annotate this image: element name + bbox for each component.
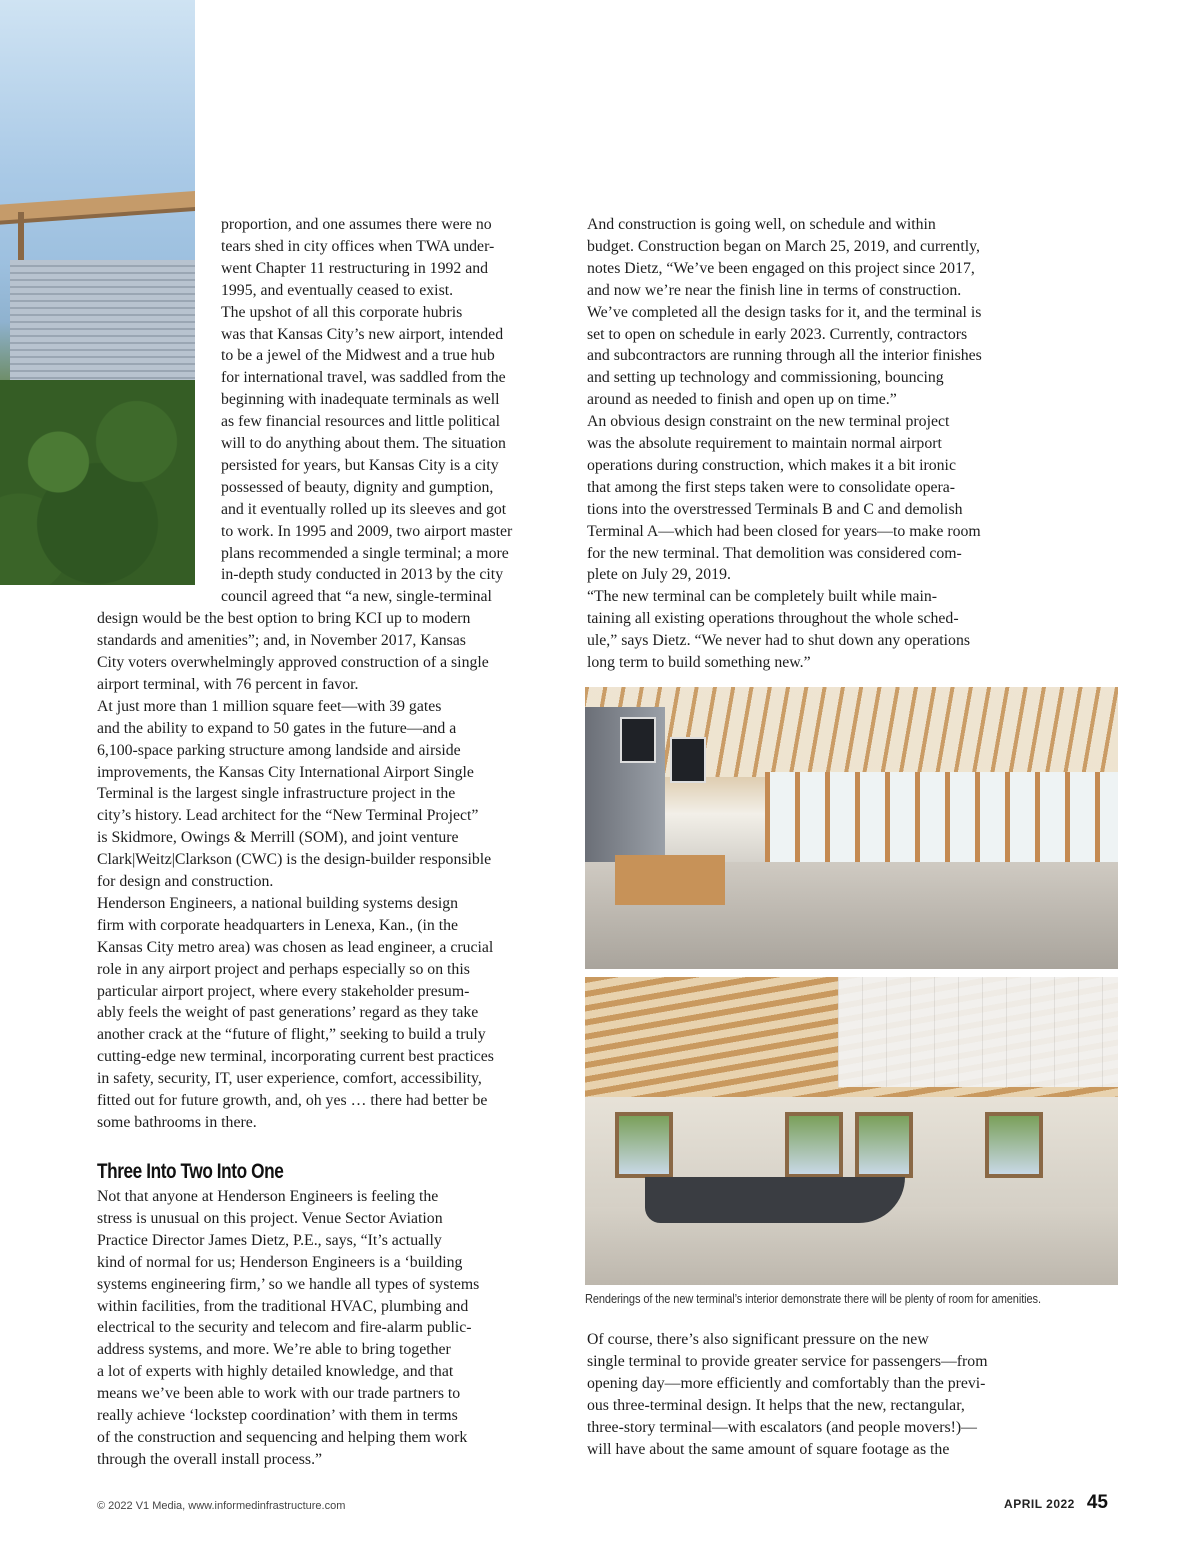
- page-number: 45: [1086, 1492, 1108, 1513]
- right-paragraph-2: An obvious design constraint on the new terminal project was the absolute requirement to maintain normal airport operations during construction, which makes it a bit ironic that among the first steps taken were to consolidate opera- tions into the overstressed Terminals B and C and demolish Terminal A—which had been closed for years—to make room for the new terminal. That demolition was considered com- plete on July 29, 2019.: [587, 413, 981, 584]
- right-paragraph-4: Of course, there’s also significant pressure on the new single terminal to provide greater service for passengers—from opening day—more efficiently and comfortably than the previ- ous three-terminal design. It helps that the new, rectangular, three-story terminal—with escalators (and people movers!)— will have about the same amount of square footage as the: [587, 1331, 988, 1458]
- issue-date: APRIL 2022: [1004, 1497, 1075, 1511]
- copyright-footer: © 2022 V1 Media, www.informedinfrastructure.com: [97, 1500, 346, 1512]
- left-paragraph-2-continued: design would be the best option to bring KCI up to modern standards and amenities”; and, in November 2017, Kansas City voters overwhelmingly approved construction of a single airport terminal, with 76 percent in favor.: [97, 610, 489, 693]
- page-footer: [1004, 1492, 1108, 1514]
- glass-curtain-wall: [765, 772, 1118, 862]
- left-paragraph-2: The upshot of all this corporate hubris was that Kansas City’s new airport, intended to be a jewel of the Midwest and a true hub for international travel, was saddled from the beginning with inadequate terminals as well as few financial resources and little political will to do anything about them. The situation persisted for years, but Kansas City is a city possessed of beauty, dignity and gumption, and it eventually rolled up its sleeves and got to work. In 1995 and 2009, two airport master plans recommended a single terminal; a more in-depth study conducted in 2013 by the city council agreed that “a new, single-terminal: [221, 303, 513, 606]
- airline-sign: [620, 717, 656, 763]
- ceiling-grid: [838, 977, 1118, 1087]
- check-in-desk: [615, 855, 725, 905]
- section-subhead: Three Into Two Into One: [97, 1160, 284, 1183]
- left-paragraph-5: Not that anyone at Henderson Engineers is feeling the stress is unusual on this project. Venue Sector Aviation Practice Director James Dietz, P.E., says, “It’s actually kind of normal for us; Henderson Engineers is a ‘building systems engineering firm,’ so we handle all types of systems within facilities, from the traditional HVAC, plumbing and electrical to the security and telecom and fire-alarm public- address systems, and more. We’re able to bring together a lot of experts with highly detailed knowledge, and that means we’ve been able to work with our trade partners to really achieve ‘lockstep coordination’ with them in terms of the construction and sequencing and helping them work through the overall install process.”: [97, 1188, 480, 1468]
- baggage-claim-rendering: [585, 977, 1118, 1285]
- right-paragraph-1: And construction is going well, on schedule and within budget. Construction began on March 25, 2019, and currently, notes Dietz, “We’ve been engaged on this project since 2017, and now we’re near the finish line in terms of construction. We’ve completed all the design tasks for it, and the terminal is set to open on schedule in early 2023. Currently, contractors and subcontractors are running through all the interior finishes and setting up technology and commissioning, bouncing around as needed to finish and open up on time.”: [587, 216, 982, 409]
- window: [615, 1112, 673, 1178]
- right-paragraph-3: “The new terminal can be completely built while main- taining all existing operations throughout the whole sched- ule,” says Dietz. “We never had to shut down any operations long term to build something new.”: [587, 588, 971, 672]
- baggage-carousel: [645, 1177, 905, 1223]
- left-paragraph-3: At just more than 1 million square feet—with 39 gates and the ability to expand to 50 gates in the future—and a 6,100-space parking structure among landside and airside improvements, the Kansas City International Airport Single Terminal is the largest single infrastructure project in the city’s history. Lead architect for the “New Terminal Project” is Skidmore, Owings & Merrill (SOM), and joint venture Clark|Weitz|Clarkson (CWC) is the design-builder responsible for design and construction.: [97, 697, 492, 891]
- window: [855, 1112, 913, 1178]
- image-caption: Renderings of the new terminal’s interior demonstrate there will be plenty of room for amenities.: [585, 1292, 1041, 1306]
- trees-foreground: [0, 380, 195, 585]
- terminal-ticketing-rendering: [585, 687, 1118, 969]
- window: [785, 1112, 843, 1178]
- window: [985, 1112, 1043, 1178]
- canopy-roof: [0, 191, 195, 222]
- left-paragraph-4: Henderson Engineers, a national building systems design firm with corporate headquarters in Lenexa, Kan., (in the Kansas City metro area) was chosen as lead engineer, a crucial role in any airport project and perhaps especially so on this particular airport project, where every stakeholder presum- ably feels the weight of past generations’ regard as they take another crack at the “future of flight,” seeking to build a truly cutting-edge new terminal, incorporating current best practices in safety, security, IT, user experience, comfort, accessibility, fitted out for future growth, and, oh yes … there had better be some bathrooms in there.: [97, 894, 494, 1131]
- terminal-exterior-photo: [0, 0, 195, 585]
- left-paragraph-1: proportion, and one assumes there were no tears shed in city offices when TWA under- went Chapter 11 restructuring in 1992 and 1995, and eventually ceased to exist.: [221, 216, 495, 299]
- airline-sign: [670, 737, 706, 783]
